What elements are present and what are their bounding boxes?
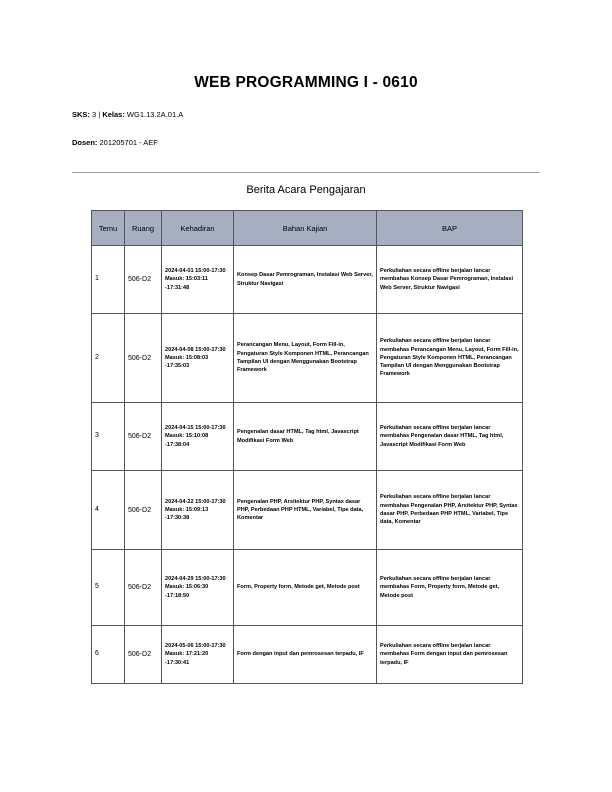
section-title: Berita Acara Pengajaran xyxy=(246,184,366,196)
cell-ruang: 506-D2 xyxy=(125,246,162,314)
lecturer-info xyxy=(72,138,158,147)
cell-temu: 6 xyxy=(92,626,125,684)
cell-kehadiran: 2024-04-08 15:00-17:30 Masuk: 15:08:03 -17:35:03 xyxy=(162,314,234,403)
table-row xyxy=(92,471,523,550)
cell-bahan-kajian: Form dengan input dan pemrosesan terpadu, IF xyxy=(234,626,377,684)
header-ruang: Ruang xyxy=(125,211,162,246)
cell-ruang: 506-D2 xyxy=(125,314,162,403)
cell-bap: Perkuliahan secara offline berjalan lancar membahas Pengenalan dasar HTML, Tag html, Javascript Modifikasi Form Web xyxy=(377,403,523,471)
table-row xyxy=(92,550,523,626)
cell-bahan-kajian: Pengenalan PHP, Arsitektur PHP, Syntax dasar PHP, Perbedaan PHP HTML, Variabel, Tipe data, Komentar xyxy=(234,471,377,550)
header-bap: BAP xyxy=(377,211,523,246)
cell-bahan-kajian: Konsep Dasar Pemrograman, Instalasi Web Server, Struktur Navigasi xyxy=(234,246,377,314)
table-row xyxy=(92,403,523,471)
sks-value: 3 | xyxy=(92,110,101,119)
cell-bap: Perkuliahan secara offline berjalan lancar membahas Konsep Dasar Pemrograman, Instalasi Web Server, Struktur Navigasi xyxy=(377,246,523,314)
dosen-value: 201205701 - AEF xyxy=(99,138,158,147)
cell-temu: 5 xyxy=(92,550,125,626)
divider xyxy=(72,172,540,173)
cell-kehadiran: 2024-04-29 15:00-17:30 Masuk: 15:06:30 -17:18:50 xyxy=(162,550,234,626)
header-kehadiran: Kehadiran xyxy=(162,211,234,246)
cell-kehadiran: 2024-05-06 15:00-17:30 Masuk: 17:21:20 -17:30:41 xyxy=(162,626,234,684)
table-header-row xyxy=(92,211,523,246)
cell-ruang: 506-D2 xyxy=(125,626,162,684)
cell-kehadiran: 2024-04-15 15:00-17:30 Masuk: 15:10:08 -17:38:04 xyxy=(162,403,234,471)
cell-kehadiran: 2024-04-01 15:00-17:30 Masuk: 15:03:11 -17:31:48 xyxy=(162,246,234,314)
cell-temu: 4 xyxy=(92,471,125,550)
table-row xyxy=(92,314,523,403)
cell-bap: Perkuliahan secara offline berjalan lancar membahas Perancangan Menu, Layout, Form Fill-in, Pengaturan Style Komponen HTML, Perancangan Tampilan UI dengan Menggunakan Bootstrap Framework xyxy=(377,314,523,403)
cell-kehadiran: 2024-04-22 15:00-17:30 Masuk: 15:09:13 -17:30:38 xyxy=(162,471,234,550)
cell-bap: Perkuliahan secara offline berjalan lancar membahas Form, Property form, Metode get, Metode post xyxy=(377,550,523,626)
cell-bahan-kajian: Pengenalan dasar HTML, Tag html, Javascript Modifikasi Form Web xyxy=(234,403,377,471)
cell-bahan-kajian: Perancangan Menu, Layout, Form Fill-in, Pengaturan Style Komponen HTML, Perancangan Tampilan UI dengan Menggunakan Bootstrap Framework xyxy=(234,314,377,403)
kelas-value: WG1.13.2A.01.A xyxy=(126,110,184,119)
kelas-label: Kelas: xyxy=(102,110,125,119)
dosen-label: Dosen: xyxy=(72,138,98,147)
cell-ruang: 506-D2 xyxy=(125,550,162,626)
page-title: WEB PROGRAMMING I - 0610 xyxy=(194,74,418,91)
cell-bap: Perkuliahan secara offline berjalan lancar membahas Form dengan input dan pemrosesan terpadu, IF xyxy=(377,626,523,684)
table-row xyxy=(92,626,523,684)
header-temu: Temu xyxy=(92,211,125,246)
sks-label: SKS: xyxy=(72,110,90,119)
header-bahan-kajian: Bahan Kajian xyxy=(234,211,377,246)
table-row xyxy=(92,246,523,314)
cell-temu: 1 xyxy=(92,246,125,314)
cell-bap: Perkuliahan secara offline berjalan lancar membahas Pengenalan PHP, Arsitektur PHP, Syntax dasar PHP, Perbedaan PHP HTML, Variabel, Tipe data, Komentar xyxy=(377,471,523,550)
cell-temu: 3 xyxy=(92,403,125,471)
cell-ruang: 506-D2 xyxy=(125,403,162,471)
teaching-record-table xyxy=(91,210,523,684)
course-info xyxy=(72,110,183,119)
cell-temu: 2 xyxy=(92,314,125,403)
cell-bahan-kajian: Form, Property form, Metode get, Metode post xyxy=(234,550,377,626)
cell-ruang: 506-D2 xyxy=(125,471,162,550)
